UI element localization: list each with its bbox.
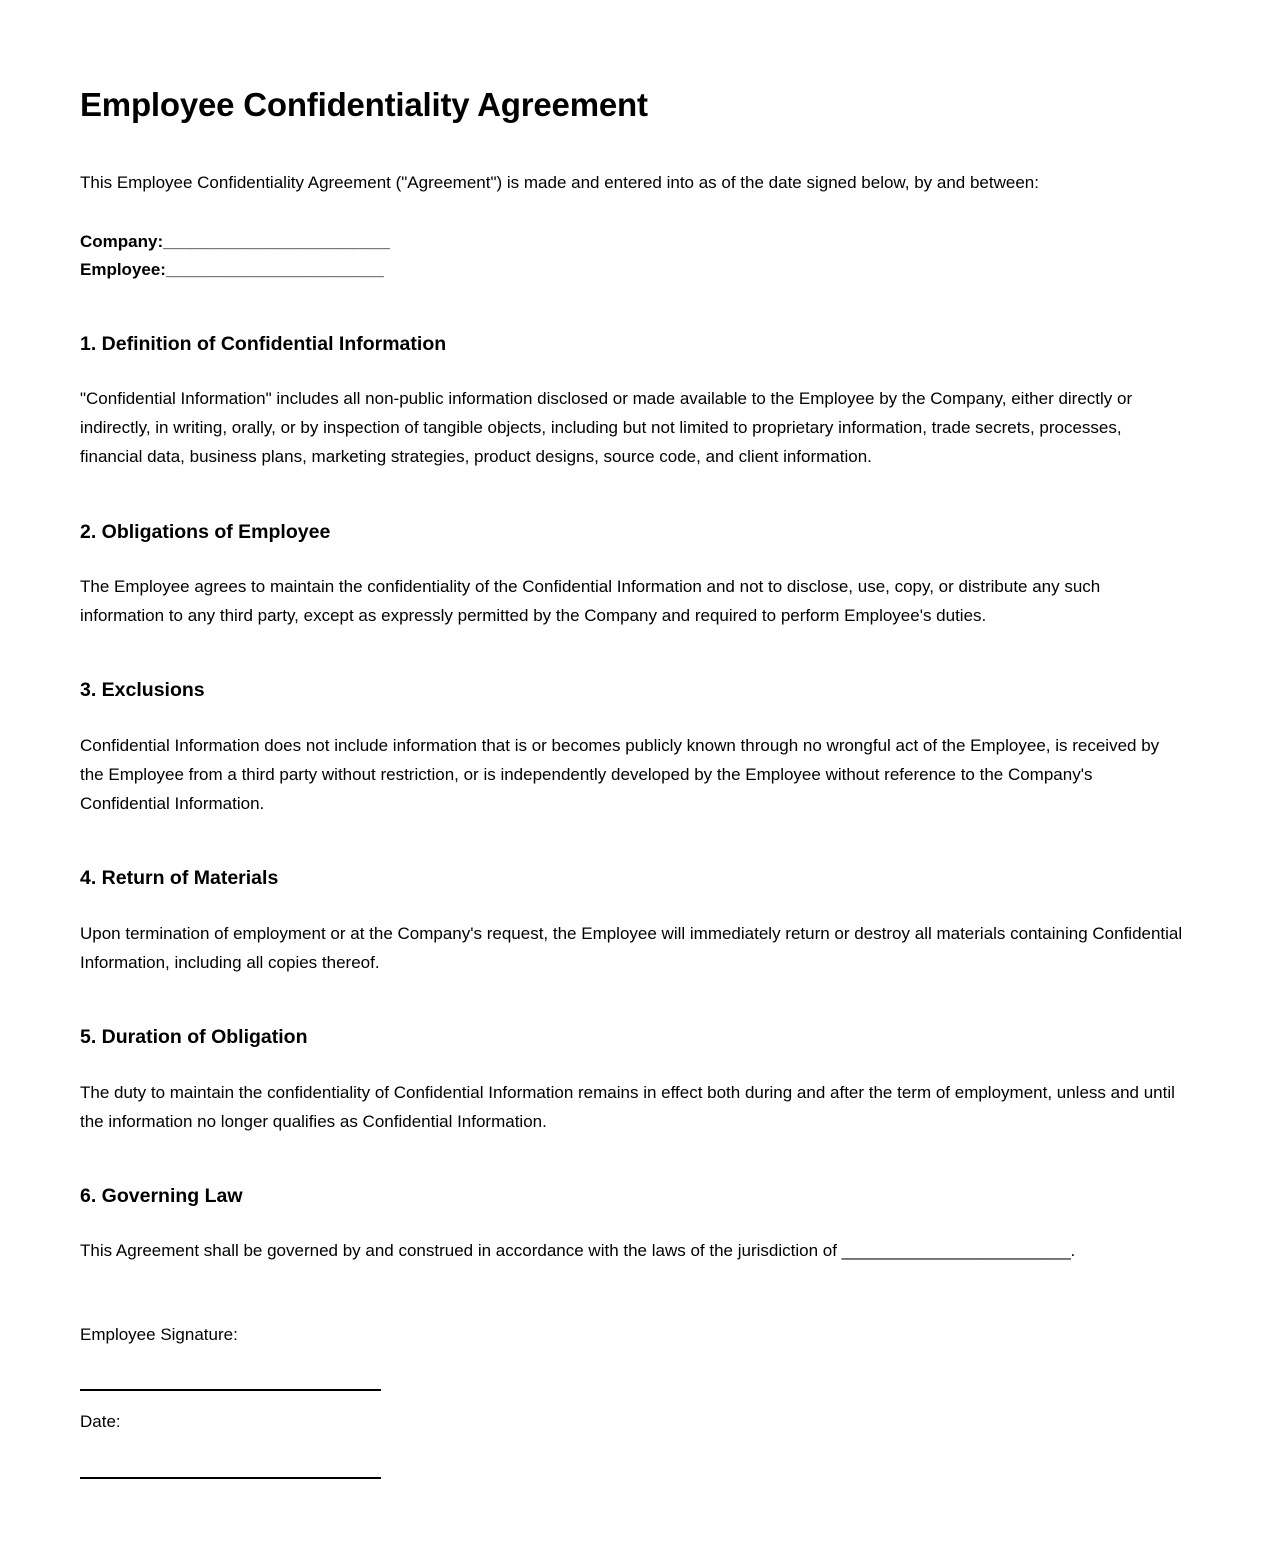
section-heading-definition: 1. Definition of Confidential Information [80, 332, 447, 355]
governing-law-text-after: . [1070, 1241, 1076, 1261]
employee-field-row [80, 256, 1183, 284]
section-body-exclusions: Confidential Information does not include information that is or becomes publicly known through no wrongful act of the Employee, is received by the Employee from a third party without restriction, or is independently developed by the Employee without reference to the Company's Confidential Information. [80, 735, 1160, 814]
section-heading-obligations: 2. Obligations of Employee [80, 520, 331, 543]
company-field-row [80, 228, 1183, 256]
section-body-return-of-materials: Upon termination of employment or at the Company's request, the Employee will immediately return or destroy all materials containing Confidential Information, including all copies thereof. [80, 923, 1183, 972]
section-body-definition: "Confidential Information" includes all non-public information disclosed or made available to the Employee by the Company, either directly or indirectly, in writing, orally, or by inspection of tangible objects, including but not limited to proprietary information, trade secrets, processes, financial data, business plans, marketing strategies, product designs, source code, and client information. [80, 388, 1133, 467]
employee-signature-line[interactable] [80, 1389, 381, 1391]
employee-label: Employee: [80, 259, 166, 279]
jurisdiction-blank[interactable]: _________________________ [841, 1241, 1071, 1261]
company-blank[interactable]: _________________________ [163, 232, 390, 252]
party-fields [80, 228, 1183, 283]
employee-signature-label: Employee Signature: [80, 1324, 238, 1344]
section-heading-governing-law: 6. Governing Law [80, 1185, 243, 1208]
employee-blank[interactable]: ________________________ [165, 259, 384, 279]
intro-paragraph: This Employee Confidentiality Agreement ("Agreement") is made and entered into as of the date signed below, by and between: [80, 172, 1039, 192]
section-body-obligations: The Employee agrees to maintain the confidentiality of the Confidential Information and not to disclose, use, copy, or distribute any such information to any third party, except as expressly permitted by the Company and required to perform Employee's duties. [80, 576, 1101, 626]
section-heading-duration: 5. Duration of Obligation [80, 1026, 308, 1049]
section-body-duration: The duty to maintain the confidentiality of Confidential Information remains in effect both during and after the term of employment, unless and until the information no longer qualifies as Confidential Information. [80, 1082, 1175, 1131]
date-label: Date: [80, 1412, 121, 1432]
document-content [80, 86, 1183, 1479]
section-body-governing-law [80, 1236, 1183, 1265]
signature-block [80, 1322, 1183, 1479]
section-heading-exclusions: 3. Exclusions [80, 679, 205, 702]
date-line[interactable] [80, 1477, 381, 1479]
section-heading-return-of-materials: 4. Return of Materials [80, 867, 279, 890]
governing-law-text-before: This Agreement shall be governed by and construed in accordance with the laws of the jurisdiction of [80, 1241, 842, 1261]
company-label: Company: [80, 232, 164, 252]
page-title: Employee Confidentiality Agreement [80, 86, 648, 123]
